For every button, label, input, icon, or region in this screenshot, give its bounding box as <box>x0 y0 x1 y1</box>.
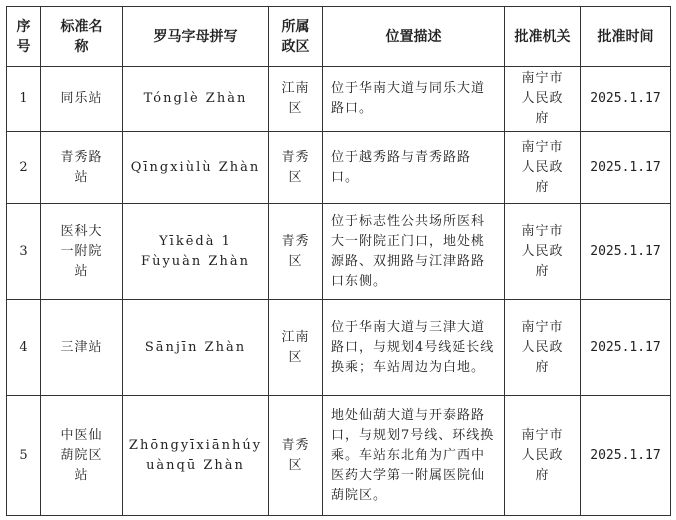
approver: 南宁市人民政府 <box>505 396 581 516</box>
roman-spelling: Zhōngyīxiānhúyuànqū Zhàn <box>123 396 269 516</box>
header-row <box>7 7 671 67</box>
approver: 南宁市人民政府 <box>505 300 581 396</box>
district: 青秀区 <box>269 132 323 204</box>
row-index: 5 <box>7 396 41 516</box>
approval-date: 2025.1.17 <box>581 300 671 396</box>
approver: 南宁市人民政府 <box>505 204 581 300</box>
approver: 南宁市人民政府 <box>505 67 581 132</box>
table-row <box>7 300 671 396</box>
district: 江南区 <box>269 67 323 132</box>
header-location: 位置描述 <box>323 7 505 67</box>
station-name: 青秀路站 <box>41 132 123 204</box>
roman-spelling: Sānjīn Zhàn <box>123 300 269 396</box>
location-description: 位于华南大道与三津大道路口，与规划4号线延长线换乘；车站周边为白地。 <box>323 300 505 396</box>
header-district: 所属政区 <box>269 7 323 67</box>
table-row <box>7 67 671 132</box>
location-description: 位于标志性公共场所医科大一附院正门口，地处桃源路、双拥路与江津路路口东侧。 <box>323 204 505 300</box>
row-index: 2 <box>7 132 41 204</box>
header-index: 序号 <box>7 7 41 67</box>
header-approver: 批准机关 <box>505 7 581 67</box>
station-name: 同乐站 <box>41 67 123 132</box>
station-name: 中医仙葫院区站 <box>41 396 123 516</box>
station-name: 医科大一附院站 <box>41 204 123 300</box>
table-row <box>7 204 671 300</box>
roman-spelling: Qīngxiùlù Zhàn <box>123 132 269 204</box>
location-description: 位于华南大道与同乐大道路口。 <box>323 67 505 132</box>
approval-date: 2025.1.17 <box>581 67 671 132</box>
roman-spelling: Yīkēdà 1 Fùyuàn Zhàn <box>123 204 269 300</box>
station-name: 三津站 <box>41 300 123 396</box>
header-roman: 罗马字母拼写 <box>123 7 269 67</box>
row-index: 3 <box>7 204 41 300</box>
row-index: 4 <box>7 300 41 396</box>
approval-date: 2025.1.17 <box>581 132 671 204</box>
row-index: 1 <box>7 67 41 132</box>
station-naming-table <box>6 6 671 516</box>
approver: 南宁市人民政府 <box>505 132 581 204</box>
table-row <box>7 396 671 516</box>
table-row <box>7 132 671 204</box>
header-date: 批准时间 <box>581 7 671 67</box>
header-name: 标准名称 <box>41 7 123 67</box>
district: 江南区 <box>269 300 323 396</box>
location-description: 位于越秀路与青秀路路口。 <box>323 132 505 204</box>
roman-spelling: Tónglè Zhàn <box>123 67 269 132</box>
location-description: 地处仙葫大道与开泰路路口，与规划7号线、环线换乘。车站东北角为广西中医药大学第一附属医院仙葫院区。 <box>323 396 505 516</box>
district: 青秀区 <box>269 396 323 516</box>
district: 青秀区 <box>269 204 323 300</box>
approval-date: 2025.1.17 <box>581 204 671 300</box>
approval-date: 2025.1.17 <box>581 396 671 516</box>
